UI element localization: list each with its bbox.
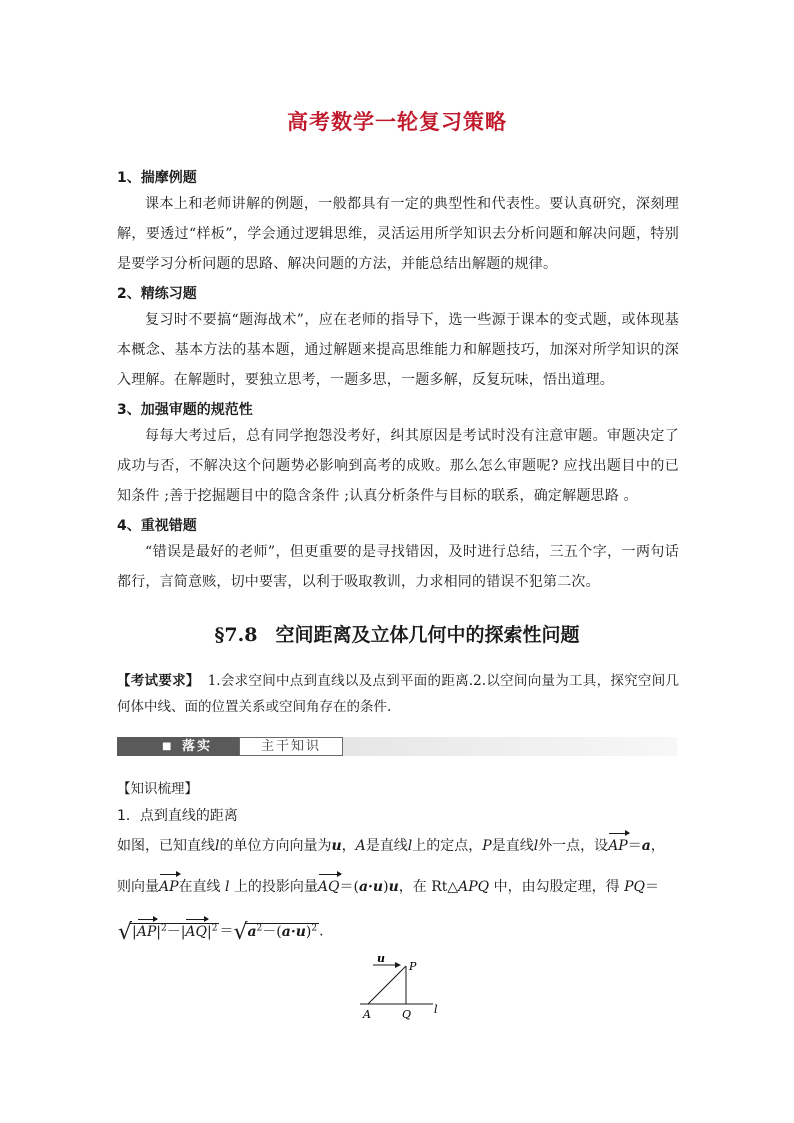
sqrt-radicand [245,923,319,940]
section-heading-3: 3、加强审题的规范性 [117,402,253,418]
math-l: l [224,879,230,895]
text-run: 的单位方向向量为 [219,838,332,854]
banner-dark-label: 落实 [182,739,213,754]
text-run: ＝( [339,879,359,895]
text-run: 外一点，设 [538,838,609,854]
text-run: | [156,923,161,940]
point-line-distance-figure [355,952,445,1024]
requirement-tag: 【考试要求】 [117,673,200,689]
square-bullet-icon: ■ [162,741,172,752]
arrowhead-icon [395,962,401,968]
exam-requirement [117,668,679,720]
math-u: u [388,879,399,895]
exponent: 2 [256,923,263,933]
text-run: | [207,923,212,940]
vector-AQ: AQ [185,923,208,940]
text-run: 是直线 [365,838,408,854]
math-l: l [407,838,413,854]
math-a-dot-u: a·u [358,879,384,895]
text-run: ) [305,923,312,940]
chapter-number: §7.8 [214,624,258,646]
text-run: 中，由勾股定理，得 [493,879,620,895]
section-paragraph-3: 每每大考过后，总有同学抱怨没考好，纠其原因是考试时没有注意审题。审题决定了成功与否，不解决这个问题势必影响到高考的成败。那么怎么审题呢? 应找出题目中的已知条件 ;善于挖掘题目中的隐含条件 ;认真分析条件与目标的联系，确定解题思路 。 [117,428,679,504]
text-run: ， [341,838,356,854]
label-l: l [434,1003,438,1016]
label-u: u [377,952,385,965]
banner-light-label: 主干知识 [239,737,343,756]
vector-AP: AP [136,923,157,940]
label-P: P [409,960,417,973]
text-run: ＝ [627,838,642,854]
vector-AQ: AQ [317,879,340,895]
text-run: 是直线 [491,838,534,854]
vector-AP: AP [608,838,628,854]
chapter-title [0,620,794,647]
math-u: u [331,838,342,854]
math-a: a [247,923,257,940]
page-title: 高考数学一轮复习策略 [287,110,507,134]
section-heading-4: 4、重视错题 [117,518,197,534]
section-paragraph-2: 复习时不要搞“题海战术”，应在老师的指导下，选一些源于课本的变式题，或体现基本概念、基本方法的基本题，通过解题来提高思维能力和解题技巧，加深对所学知识的深入理解。在解题时，要独立思考，一题多思，一题多解，反复玩味，悟出道理。 [117,312,679,388]
math-A: A [355,838,366,854]
vector-AP: AP [159,879,179,895]
text-run: 如图，已知直线 [117,838,215,854]
section-heading-1: 1、揣摩例题 [117,170,197,186]
math-P: P [482,838,492,854]
formula-line-3 [118,918,680,945]
label-Q: Q [402,1008,412,1021]
sqrt-expression-2 [233,918,319,945]
math-PQ: PQ [624,879,645,895]
text-run: ＝ [644,879,659,895]
exponent: 2 [160,923,167,933]
knowledge-item-1: 1．点到直线的距离 [117,808,238,824]
label-A: A [363,1008,371,1021]
requirement-text: 1.会求空间中点到直线以及点到平面的距离.2.以空间向量为工具，探究空间几何体中线、面的位置关系或空间角存在的条件. [117,673,679,715]
math-l: l [533,838,539,854]
sqrt-radicand [130,923,219,940]
math-APQ: APQ [458,879,490,895]
exponent: 2 [311,923,318,933]
text-run: . [319,923,324,940]
text-run: ，在 Rt△ [398,879,459,895]
text-run: 在直线 [178,879,221,895]
chapter-name: 空间距离及立体几何中的探索性问题 [275,624,580,646]
sqrt-expression-1 [118,918,219,945]
section-heading-2: 2、精练习题 [117,286,197,302]
formula-line-2 [117,877,679,897]
formula-line-1 [117,836,679,856]
text-run: ， [650,838,665,854]
text-run: －| [166,923,186,940]
knowledge-heading: 【知识梳理】 [117,781,198,797]
section-banner [117,737,677,756]
text-run: ) [383,879,389,895]
text-run: －( [262,923,282,940]
exponent: 2 [211,923,218,933]
math-a-dot-u: a·u [281,923,306,940]
text-run: ＝ [219,923,234,940]
section-paragraph-4: “错误是最好的老师”，但更重要的是寻找错因，及时进行总结，三五个字，一两句话都行，言简意赅，切中要害，以利于吸取教训，力求相同的错误不犯第二次。 [117,544,679,590]
segment-AP [368,966,406,1004]
banner-dark-segment [117,737,239,756]
text-run: | [132,923,137,940]
sqrt-icon: √ [118,919,133,945]
text-run: 上的定点， [412,838,483,854]
sqrt-icon: √ [233,919,248,945]
section-paragraph-1: 课本上和老师讲解的例题，一般都具有一定的典型性和代表性。要认真研究，深刻理解，要透过“样板”，学会通过逻辑思维，灵活运用所学知识去分析问题和解决问题，特别是要学习分析问题的思路、解决问题的方法，并能总结出解题的规律。 [117,196,679,272]
text-run: 则向量 [117,879,159,895]
math-a: a [641,838,651,854]
math-l: l [215,838,220,854]
text-run: 上的投影向量 [233,879,318,895]
